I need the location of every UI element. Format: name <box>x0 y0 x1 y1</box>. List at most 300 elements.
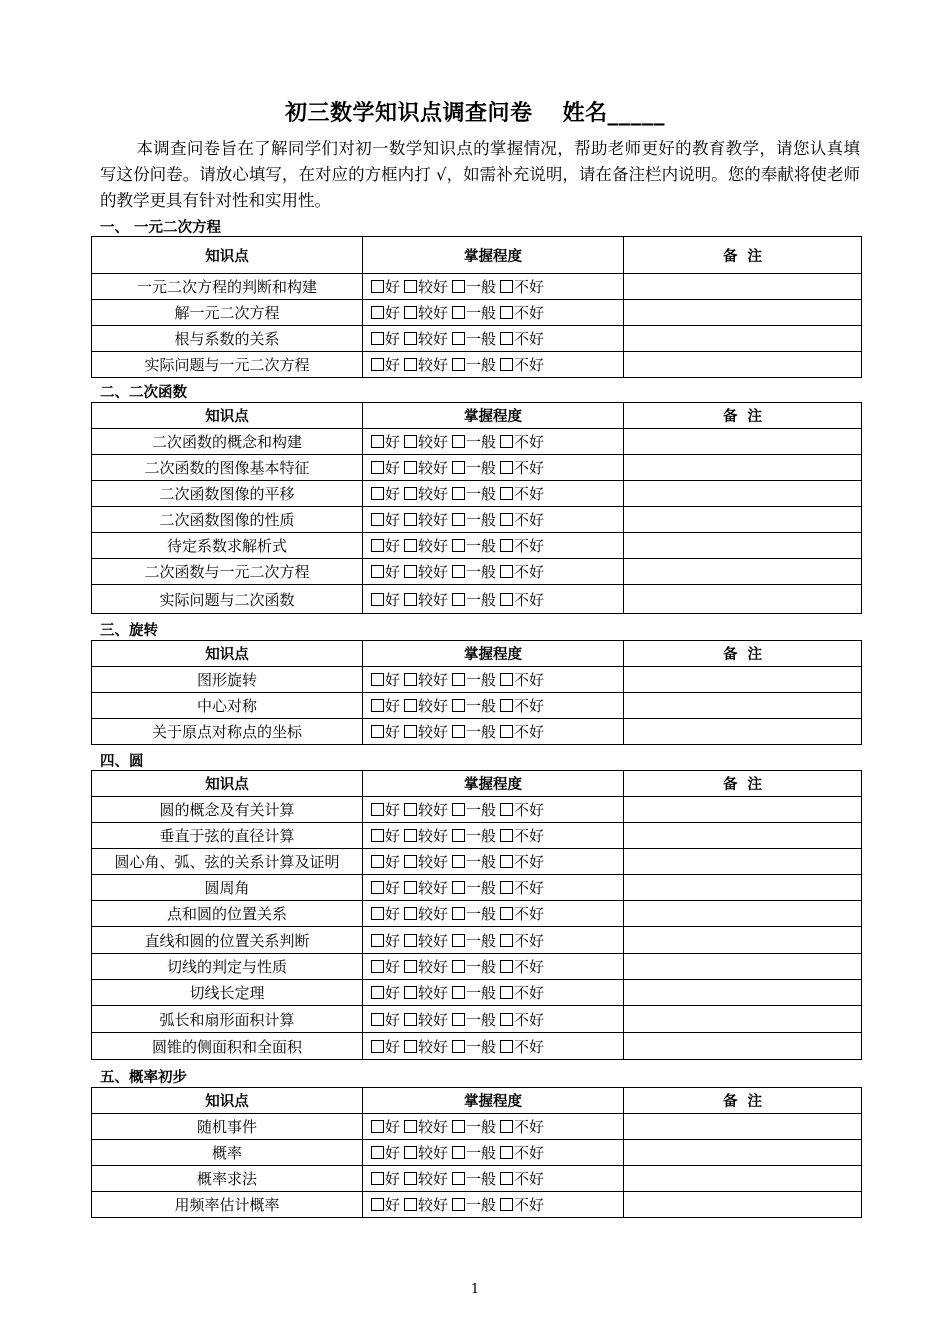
checkbox[interactable] <box>371 986 384 999</box>
mastery-option[interactable] <box>404 1116 448 1137</box>
option-label: 一般 <box>466 459 497 477</box>
checkbox[interactable] <box>404 461 417 474</box>
mastery-option[interactable] <box>500 561 544 582</box>
checkbox[interactable] <box>371 1013 384 1026</box>
mastery-options <box>363 980 624 1006</box>
mastery-option[interactable] <box>371 930 400 951</box>
table-row <box>92 667 862 693</box>
checkbox[interactable] <box>371 593 384 606</box>
checkbox[interactable] <box>371 280 384 293</box>
mastery-option[interactable] <box>452 877 496 898</box>
mastery-option[interactable] <box>404 328 448 349</box>
checkbox[interactable] <box>452 1146 465 1159</box>
mastery-options <box>363 901 624 927</box>
mastery-option[interactable] <box>452 589 496 610</box>
note-cell[interactable] <box>624 1140 862 1166</box>
mastery-option[interactable] <box>371 354 400 375</box>
mastery-option[interactable] <box>452 903 496 924</box>
option-label: 一般 <box>466 537 497 555</box>
note-cell[interactable] <box>624 300 862 326</box>
mastery-option[interactable] <box>500 276 544 297</box>
mastery-option[interactable] <box>404 903 448 924</box>
note-cell[interactable] <box>624 980 862 1006</box>
mastery-option[interactable] <box>404 956 448 977</box>
note-cell[interactable] <box>624 1114 862 1140</box>
checkbox[interactable] <box>371 829 384 842</box>
option-label: 一般 <box>466 984 497 1002</box>
note-cell[interactable] <box>624 585 862 614</box>
mastery-option[interactable] <box>500 457 544 478</box>
checkbox[interactable] <box>452 1198 465 1211</box>
checkbox[interactable] <box>404 986 417 999</box>
checkbox[interactable] <box>452 803 465 816</box>
mastery-option[interactable] <box>500 483 544 504</box>
note-cell[interactable] <box>624 533 862 559</box>
mastery-option[interactable] <box>452 457 496 478</box>
checkbox[interactable] <box>404 934 417 947</box>
mastery-option[interactable] <box>500 903 544 924</box>
checkbox[interactable] <box>404 332 417 345</box>
mastery-option[interactable] <box>452 1036 496 1057</box>
checkbox[interactable] <box>452 593 465 606</box>
checkbox[interactable] <box>500 934 513 947</box>
option-label: 好 <box>385 1144 401 1162</box>
checkbox[interactable] <box>371 1120 384 1133</box>
checkbox[interactable] <box>404 358 417 371</box>
mastery-option[interactable] <box>452 721 496 742</box>
note-cell[interactable] <box>624 875 862 901</box>
mastery-option[interactable] <box>500 509 544 530</box>
checkbox[interactable] <box>452 986 465 999</box>
note-cell[interactable] <box>624 1006 862 1033</box>
checkbox[interactable] <box>500 881 513 894</box>
mastery-option[interactable] <box>452 1142 496 1163</box>
checkbox[interactable] <box>500 986 513 999</box>
mastery-option[interactable] <box>452 930 496 951</box>
mastery-option[interactable] <box>500 669 544 690</box>
checkbox[interactable] <box>404 907 417 920</box>
note-cell[interactable] <box>624 1166 862 1192</box>
checkbox[interactable] <box>500 593 513 606</box>
checkbox[interactable] <box>452 487 465 500</box>
table-row <box>92 1114 862 1140</box>
mastery-option[interactable] <box>404 1009 448 1030</box>
checkbox[interactable] <box>500 725 513 738</box>
checkbox[interactable] <box>371 1172 384 1185</box>
mastery-option[interactable] <box>500 825 544 846</box>
mastery-option[interactable] <box>371 799 400 820</box>
checkbox[interactable] <box>500 1040 513 1053</box>
mastery-option[interactable] <box>500 328 544 349</box>
checkbox[interactable] <box>404 1198 417 1211</box>
mastery-option[interactable] <box>500 695 544 716</box>
note-cell[interactable] <box>624 326 862 352</box>
mastery-option[interactable] <box>404 1036 448 1057</box>
mastery-option[interactable] <box>371 956 400 977</box>
knowledge-point: 实际问题与一元二次方程 <box>92 352 363 378</box>
checkbox[interactable] <box>500 699 513 712</box>
checkbox[interactable] <box>500 907 513 920</box>
mastery-option[interactable] <box>404 1194 448 1215</box>
table-row <box>92 1006 862 1033</box>
checkbox[interactable] <box>500 332 513 345</box>
checkbox[interactable] <box>404 803 417 816</box>
checkbox[interactable] <box>371 1040 384 1053</box>
mastery-option[interactable] <box>371 1036 400 1057</box>
checkbox[interactable] <box>452 855 465 868</box>
mastery-option[interactable] <box>404 982 448 1003</box>
mastery-option[interactable] <box>371 431 400 452</box>
mastery-option[interactable] <box>452 851 496 872</box>
checkbox[interactable] <box>371 565 384 578</box>
option-label: 一般 <box>466 1196 497 1214</box>
mastery-options <box>363 849 624 875</box>
mastery-option[interactable] <box>404 354 448 375</box>
checkbox[interactable] <box>452 725 465 738</box>
mastery-option[interactable] <box>404 851 448 872</box>
checkbox[interactable] <box>452 435 465 448</box>
checkbox[interactable] <box>452 306 465 319</box>
mastery-option[interactable] <box>404 276 448 297</box>
checkbox[interactable] <box>500 280 513 293</box>
checkbox[interactable] <box>404 1120 417 1133</box>
checkbox[interactable] <box>500 435 513 448</box>
option-label: 好 <box>385 853 401 871</box>
mastery-option[interactable] <box>452 276 496 297</box>
note-cell[interactable] <box>624 559 862 585</box>
mastery-option[interactable] <box>452 328 496 349</box>
mastery-option[interactable] <box>500 1009 544 1030</box>
checkbox[interactable] <box>500 358 513 371</box>
mastery-option[interactable] <box>404 302 448 323</box>
mastery-option[interactable] <box>371 483 400 504</box>
mastery-option[interactable] <box>500 535 544 556</box>
note-cell[interactable] <box>624 823 862 849</box>
option-label: 较好 <box>418 590 449 609</box>
checkbox[interactable] <box>404 881 417 894</box>
note-cell[interactable] <box>624 693 862 719</box>
checkbox[interactable] <box>371 855 384 868</box>
checkbox[interactable] <box>500 829 513 842</box>
checkbox[interactable] <box>452 565 465 578</box>
mastery-option[interactable] <box>371 721 400 742</box>
section-title: 二、二次函数 <box>100 385 187 401</box>
checkbox[interactable] <box>500 1146 513 1159</box>
mastery-option[interactable] <box>500 1168 544 1189</box>
checkbox[interactable] <box>452 907 465 920</box>
mastery-option[interactable] <box>404 535 448 556</box>
checkbox[interactable] <box>371 960 384 973</box>
mastery-option[interactable] <box>452 956 496 977</box>
mastery-option[interactable] <box>404 1168 448 1189</box>
mastery-option[interactable] <box>371 982 400 1003</box>
mastery-option[interactable] <box>500 431 544 452</box>
knowledge-point: 圆周角 <box>92 875 363 901</box>
mastery-option[interactable] <box>404 721 448 742</box>
mastery-option[interactable] <box>404 877 448 898</box>
checkbox[interactable] <box>500 487 513 500</box>
checkbox[interactable] <box>500 673 513 686</box>
mastery-option[interactable] <box>371 1116 400 1137</box>
option-label: 较好 <box>418 801 449 819</box>
note-cell[interactable] <box>624 507 862 533</box>
checkbox[interactable] <box>452 1172 465 1185</box>
mastery-option[interactable] <box>452 799 496 820</box>
checkbox[interactable] <box>452 461 465 474</box>
mastery-option[interactable] <box>452 1194 496 1215</box>
option-label: 不好 <box>514 485 545 503</box>
mastery-option[interactable] <box>371 877 400 898</box>
checkbox[interactable] <box>500 306 513 319</box>
mastery-option[interactable] <box>452 1116 496 1137</box>
note-cell[interactable] <box>624 849 862 875</box>
mastery-option[interactable] <box>371 535 400 556</box>
checkbox[interactable] <box>500 803 513 816</box>
checkbox[interactable] <box>371 306 384 319</box>
note-cell[interactable] <box>624 797 862 823</box>
mastery-option[interactable] <box>500 354 544 375</box>
checkbox[interactable] <box>452 960 465 973</box>
option-label: 好 <box>385 485 401 503</box>
mastery-option[interactable] <box>500 956 544 977</box>
knowledge-point: 垂直于弦的直径计算 <box>92 823 363 849</box>
checkbox[interactable] <box>371 435 384 448</box>
checkbox[interactable] <box>404 960 417 973</box>
checkbox[interactable] <box>500 565 513 578</box>
header-mastery: 掌握程度 <box>363 641 624 667</box>
note-cell[interactable] <box>624 901 862 927</box>
checkbox[interactable] <box>404 306 417 319</box>
mastery-option[interactable] <box>404 483 448 504</box>
mastery-option[interactable] <box>500 851 544 872</box>
option-label: 不好 <box>514 958 545 976</box>
checkbox[interactable] <box>452 1013 465 1026</box>
note-cell[interactable] <box>624 667 862 693</box>
mastery-option[interactable] <box>500 1116 544 1137</box>
mastery-option[interactable] <box>404 825 448 846</box>
table-row <box>92 980 862 1006</box>
mastery-option[interactable] <box>371 1168 400 1189</box>
table-row <box>92 901 862 927</box>
note-cell[interactable] <box>624 429 862 455</box>
intro-text: 本调查问卷旨在了解同学们对初一数学知识点的掌握情况，帮助老师更好的教育教学，请您认真填写这份问卷。请放心填写，在对应的方框内打 √，如需补充说明，请在备注栏内说明。您的奉献将使老师的教学更具有针对性和实用性。 <box>100 139 860 210</box>
mastery-option[interactable] <box>371 903 400 924</box>
note-cell[interactable] <box>624 1033 862 1060</box>
mastery-option[interactable] <box>500 589 544 610</box>
mastery-option[interactable] <box>452 431 496 452</box>
mastery-options <box>363 875 624 901</box>
mastery-option[interactable] <box>371 328 400 349</box>
mastery-option[interactable] <box>371 1142 400 1163</box>
checkbox[interactable] <box>404 673 417 686</box>
checkbox[interactable] <box>452 1040 465 1053</box>
checkbox[interactable] <box>371 907 384 920</box>
mastery-option[interactable] <box>500 302 544 323</box>
checkbox[interactable] <box>404 855 417 868</box>
mastery-option[interactable] <box>404 589 448 610</box>
mastery-option[interactable] <box>500 930 544 951</box>
option-label: 好 <box>385 1170 401 1188</box>
mastery-option[interactable] <box>371 1194 400 1215</box>
checkbox[interactable] <box>371 539 384 552</box>
checkbox[interactable] <box>371 803 384 816</box>
checkbox[interactable] <box>371 332 384 345</box>
mastery-option[interactable] <box>500 877 544 898</box>
mastery-option[interactable] <box>452 483 496 504</box>
mastery-option[interactable] <box>452 1009 496 1030</box>
checkbox[interactable] <box>371 725 384 738</box>
checkbox[interactable] <box>404 699 417 712</box>
mastery-option[interactable] <box>452 669 496 690</box>
option-label: 一般 <box>466 853 497 871</box>
mastery-option[interactable] <box>452 982 496 1003</box>
note-cell[interactable] <box>624 455 862 481</box>
mastery-option[interactable] <box>452 535 496 556</box>
option-label: 一般 <box>466 1118 497 1136</box>
mastery-option[interactable] <box>404 799 448 820</box>
knowledge-table <box>91 402 862 614</box>
mastery-option[interactable] <box>500 721 544 742</box>
table-row <box>92 533 862 559</box>
checkbox[interactable] <box>404 280 417 293</box>
knowledge-point: 概率 <box>92 1140 363 1166</box>
checkbox[interactable] <box>371 461 384 474</box>
mastery-option[interactable] <box>371 695 400 716</box>
checkbox[interactable] <box>371 881 384 894</box>
mastery-option[interactable] <box>452 561 496 582</box>
mastery-option[interactable] <box>452 695 496 716</box>
option-label: 一般 <box>466 697 497 715</box>
note-cell[interactable] <box>624 274 862 300</box>
checkbox[interactable] <box>404 513 417 526</box>
checkbox[interactable] <box>452 934 465 947</box>
note-cell[interactable] <box>624 352 862 378</box>
checkbox[interactable] <box>500 461 513 474</box>
mastery-option[interactable] <box>371 851 400 872</box>
checkbox[interactable] <box>500 1198 513 1211</box>
knowledge-point: 随机事件 <box>92 1114 363 1140</box>
checkbox[interactable] <box>452 539 465 552</box>
checkbox[interactable] <box>371 1198 384 1211</box>
checkbox[interactable] <box>404 435 417 448</box>
mastery-option[interactable] <box>500 1142 544 1163</box>
checkbox[interactable] <box>371 487 384 500</box>
checkbox[interactable] <box>452 332 465 345</box>
note-cell[interactable] <box>624 954 862 980</box>
mastery-option[interactable] <box>404 509 448 530</box>
checkbox[interactable] <box>404 593 417 606</box>
mastery-option[interactable] <box>371 589 400 610</box>
mastery-option[interactable] <box>371 561 400 582</box>
mastery-option[interactable] <box>452 302 496 323</box>
checkbox[interactable] <box>404 539 417 552</box>
checkbox[interactable] <box>452 513 465 526</box>
mastery-option[interactable] <box>404 457 448 478</box>
checkbox[interactable] <box>404 487 417 500</box>
option-label: 一般 <box>466 485 497 503</box>
checkbox[interactable] <box>404 565 417 578</box>
mastery-option[interactable] <box>404 930 448 951</box>
header-knowledge-point: 知识点 <box>92 403 363 429</box>
note-cell[interactable] <box>624 719 862 745</box>
checkbox[interactable] <box>404 829 417 842</box>
checkbox[interactable] <box>452 1120 465 1133</box>
mastery-option[interactable] <box>404 561 448 582</box>
mastery-option[interactable] <box>500 982 544 1003</box>
checkbox[interactable] <box>452 881 465 894</box>
checkbox[interactable] <box>500 1120 513 1133</box>
table-row <box>92 352 862 378</box>
mastery-option[interactable] <box>371 825 400 846</box>
checkbox[interactable] <box>404 1040 417 1053</box>
mastery-option[interactable] <box>452 509 496 530</box>
checkbox[interactable] <box>452 358 465 371</box>
option-label: 好 <box>385 433 401 451</box>
mastery-option[interactable] <box>404 669 448 690</box>
checkbox[interactable] <box>452 673 465 686</box>
note-cell[interactable] <box>624 481 862 507</box>
checkbox[interactable] <box>371 934 384 947</box>
option-label: 较好 <box>418 1118 449 1136</box>
mastery-option[interactable] <box>404 431 448 452</box>
checkbox[interactable] <box>500 960 513 973</box>
mastery-option[interactable] <box>371 509 400 530</box>
checkbox[interactable] <box>500 513 513 526</box>
checkbox[interactable] <box>500 1172 513 1185</box>
checkbox[interactable] <box>371 513 384 526</box>
table-header-row <box>92 771 862 797</box>
name-field[interactable]: 姓名_____ <box>562 101 666 126</box>
mastery-option[interactable] <box>500 1036 544 1057</box>
option-label: 一般 <box>466 1170 497 1188</box>
option-label: 较好 <box>418 304 449 322</box>
mastery-option[interactable] <box>452 1168 496 1189</box>
checkbox[interactable] <box>500 539 513 552</box>
checkbox[interactable] <box>371 1146 384 1159</box>
checkbox[interactable] <box>371 699 384 712</box>
mastery-option[interactable] <box>500 799 544 820</box>
mastery-options <box>363 300 624 326</box>
checkbox[interactable] <box>500 1013 513 1026</box>
mastery-option[interactable] <box>371 669 400 690</box>
mastery-option[interactable] <box>371 276 400 297</box>
mastery-option[interactable] <box>371 302 400 323</box>
mastery-option[interactable] <box>500 1194 544 1215</box>
checkbox[interactable] <box>404 1013 417 1026</box>
section-title: 一、 一元二次方程 <box>100 220 222 236</box>
mastery-option[interactable] <box>404 1142 448 1163</box>
mastery-option[interactable] <box>452 825 496 846</box>
option-label: 一般 <box>466 801 497 819</box>
checkbox[interactable] <box>452 829 465 842</box>
mastery-option[interactable] <box>452 354 496 375</box>
checkbox[interactable] <box>500 855 513 868</box>
mastery-options <box>363 326 624 352</box>
note-cell[interactable] <box>624 927 862 954</box>
checkbox[interactable] <box>404 725 417 738</box>
checkbox[interactable] <box>452 699 465 712</box>
checkbox[interactable] <box>404 1146 417 1159</box>
option-label: 好 <box>385 723 401 741</box>
checkbox[interactable] <box>371 358 384 371</box>
mastery-option[interactable] <box>371 457 400 478</box>
note-cell[interactable] <box>624 1192 862 1218</box>
checkbox[interactable] <box>452 280 465 293</box>
checkbox[interactable] <box>371 673 384 686</box>
mastery-option[interactable] <box>404 695 448 716</box>
mastery-option[interactable] <box>371 1009 400 1030</box>
checkbox[interactable] <box>404 1172 417 1185</box>
